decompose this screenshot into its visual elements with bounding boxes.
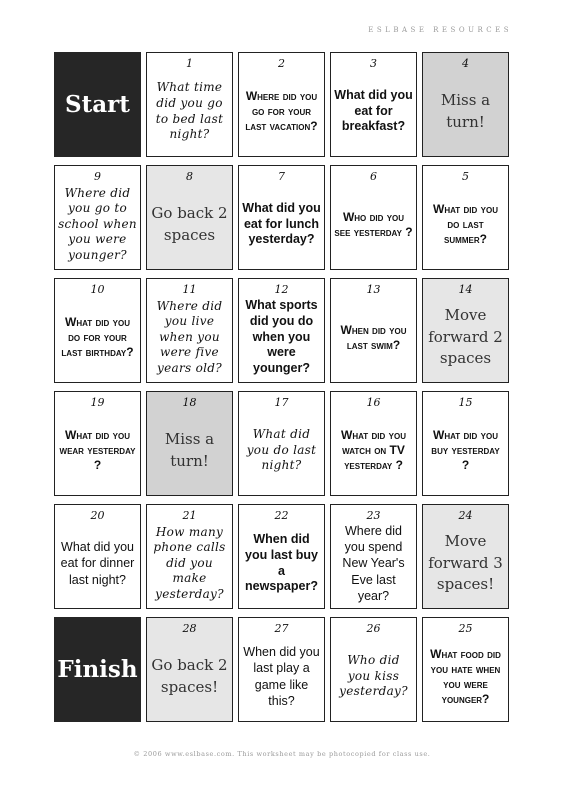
board-square-13 bbox=[330, 278, 417, 383]
square-text: What did you watch on TV yesterday ? bbox=[341, 428, 406, 472]
square-text: How many phone calls did you make yesterday? bbox=[153, 524, 226, 601]
board-square-22 bbox=[238, 504, 325, 609]
square-number: 16 bbox=[366, 396, 381, 409]
square-text: When did you last buy a newspaper? bbox=[245, 532, 318, 594]
header-brand: ESLBASE RESOURCES bbox=[368, 26, 512, 34]
square-text: What did you wear yesterday ? bbox=[59, 428, 136, 472]
square-number: 23 bbox=[366, 509, 381, 522]
square-number: 3 bbox=[370, 57, 377, 70]
board-square-24 bbox=[422, 504, 509, 609]
board-square-1 bbox=[146, 52, 233, 157]
square-number: 26 bbox=[366, 622, 381, 635]
square-number: 4 bbox=[462, 57, 469, 70]
square-number: 10 bbox=[90, 283, 105, 296]
board-square-10 bbox=[54, 278, 141, 383]
board-square-28 bbox=[146, 617, 233, 722]
square-number: 24 bbox=[458, 509, 473, 522]
square-text: What did you buy yesterday ? bbox=[431, 428, 500, 472]
square-text: What time did you go to bed last night? bbox=[155, 80, 224, 142]
square-number: 19 bbox=[90, 396, 105, 409]
square-text: Who did you kiss yesterday? bbox=[339, 653, 408, 699]
square-number: 17 bbox=[274, 396, 289, 409]
board-square-4 bbox=[422, 52, 509, 157]
finish-square bbox=[54, 617, 141, 722]
square-text: When did you last swim? bbox=[340, 322, 407, 352]
board-square-25 bbox=[422, 617, 509, 722]
square-number: 11 bbox=[182, 283, 197, 296]
board-square-16 bbox=[330, 391, 417, 496]
square-text: What did you eat for dinner last night? bbox=[60, 540, 135, 587]
square-text: Where did you live when you were five years old? bbox=[156, 298, 223, 375]
board-square-26 bbox=[330, 617, 417, 722]
square-number: 5 bbox=[462, 170, 469, 183]
square-text: Miss a turn! bbox=[440, 90, 491, 131]
square-number: 8 bbox=[186, 170, 193, 183]
square-text: What did you do for your last birthday? bbox=[61, 315, 134, 359]
square-text: What did you do last night? bbox=[246, 427, 317, 473]
board-square-2 bbox=[238, 52, 325, 157]
square-text: Who did you see yesterday ? bbox=[334, 209, 413, 239]
board-square-5 bbox=[422, 165, 509, 270]
square-number: 14 bbox=[458, 283, 473, 296]
square-number: 15 bbox=[458, 396, 473, 409]
square-text: What sports did you do when you were younger? bbox=[245, 298, 318, 375]
square-text: Move forward 3 spaces! bbox=[428, 531, 503, 594]
square-number: 20 bbox=[90, 509, 105, 522]
board-square-20 bbox=[54, 504, 141, 609]
square-number: 2 bbox=[278, 57, 285, 70]
square-number: 25 bbox=[458, 622, 473, 635]
square-number: 13 bbox=[366, 283, 381, 296]
board-square-3 bbox=[330, 52, 417, 157]
board-square-12 bbox=[238, 278, 325, 383]
square-text: Where did you spend New Year's Eve last year? bbox=[342, 523, 405, 603]
square-text: Move forward 2 spaces bbox=[428, 305, 503, 368]
square-text: Where did you go for your last vacation? bbox=[245, 89, 318, 133]
square-text: Go back 2 spaces bbox=[151, 203, 228, 244]
square-number: 18 bbox=[182, 396, 197, 409]
square-number: 9 bbox=[94, 170, 101, 183]
square-number: 22 bbox=[274, 509, 289, 522]
start-square bbox=[54, 52, 141, 157]
board-square-21 bbox=[146, 504, 233, 609]
board-square-15 bbox=[422, 391, 509, 496]
square-text: What did you eat for breakfast? bbox=[334, 88, 413, 134]
square-number: 21 bbox=[182, 509, 197, 522]
board-square-8 bbox=[146, 165, 233, 270]
square-number: 1 bbox=[186, 57, 193, 70]
board-square-14 bbox=[422, 278, 509, 383]
board-square-23 bbox=[330, 504, 417, 609]
start-label: Start bbox=[65, 90, 130, 118]
square-text: What food did you hate when you were younger? bbox=[430, 646, 501, 706]
square-number: 28 bbox=[182, 622, 197, 635]
square-text: What did you eat for lunch yesterday? bbox=[242, 201, 321, 247]
square-text: Miss a turn! bbox=[164, 429, 215, 470]
square-text: What did you do last summer? bbox=[433, 202, 498, 246]
footer-copyright: © 2006 www.eslbase.com. This worksheet may be photocopied for class use. bbox=[133, 750, 431, 758]
board-square-6 bbox=[330, 165, 417, 270]
square-number: 12 bbox=[274, 283, 289, 296]
board-square-18 bbox=[146, 391, 233, 496]
square-number: 27 bbox=[274, 622, 289, 635]
board-square-11 bbox=[146, 278, 233, 383]
board-square-19 bbox=[54, 391, 141, 496]
board-square-9 bbox=[54, 165, 141, 270]
finish-label: Finish bbox=[57, 655, 138, 683]
square-text: Go back 2 spaces! bbox=[151, 655, 228, 696]
square-number: 6 bbox=[370, 170, 377, 183]
board-square-17 bbox=[238, 391, 325, 496]
square-text: When did you last play a game like this? bbox=[243, 645, 320, 708]
square-text: Where did you go to school when you were younger? bbox=[58, 185, 137, 262]
square-number: 7 bbox=[278, 170, 285, 183]
board-square-27 bbox=[238, 617, 325, 722]
board-square-7 bbox=[238, 165, 325, 270]
